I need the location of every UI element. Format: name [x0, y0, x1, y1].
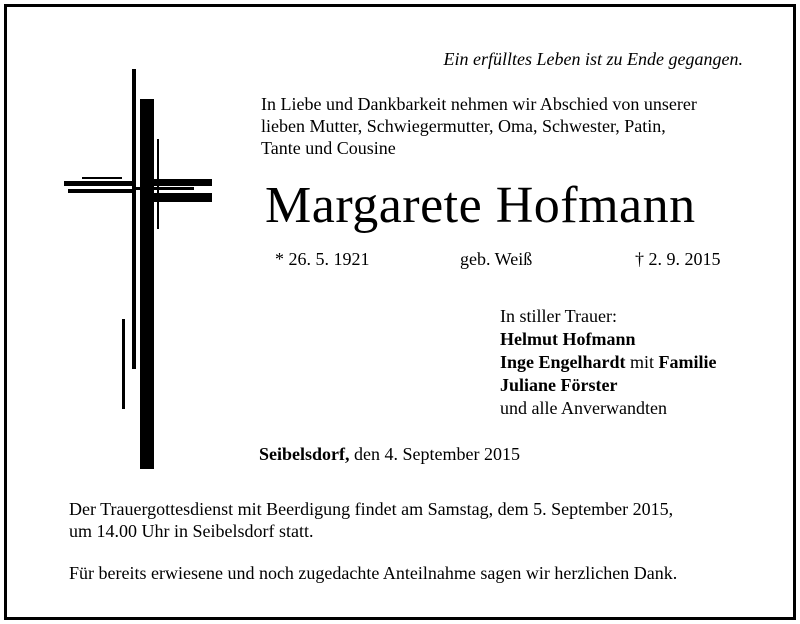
mourners-others: und alle Anverwandten [500, 398, 667, 418]
mourners-list [500, 305, 800, 420]
place: Seibelsdorf, [259, 444, 350, 464]
cross-icon [62, 69, 222, 474]
mourner-connector: mit [630, 352, 655, 372]
maiden-name: geb. Weiß [460, 249, 533, 269]
intro-line: Tante und Cousine [261, 138, 396, 158]
deceased-name: Margarete Hofmann [265, 177, 696, 234]
mourner-name: Inge Engelhardt [500, 352, 626, 372]
intro-line: In Liebe und Dankbarkeit nehmen wir Abschied von unserer [261, 94, 697, 114]
service-line: Der Trauergottesdienst mit Beerdigung findet am Samstag, dem 5. September 2015, [69, 499, 674, 519]
mourner-name: Juliane Förster [500, 375, 618, 395]
mourner-line [500, 351, 800, 374]
death-date: † 2. 9. 2015 [635, 249, 721, 269]
mourners-heading: In stiller Trauer: [500, 306, 617, 326]
intro-text [261, 93, 761, 159]
mourner-family: Familie [658, 352, 717, 372]
mourner-name: Helmut Hofmann [500, 329, 636, 349]
motto: Ein erfülltes Leben ist zu Ende gegangen. [443, 49, 743, 69]
place-date [259, 444, 520, 465]
thanks-text: Für bereits erwiesene und noch zugedachte Anteilnahme sagen wir herzlichen Dank. [69, 563, 678, 583]
birth-date: * 26. 5. 1921 [275, 249, 370, 269]
service-line: um 14.00 Uhr in Seibelsdorf statt. [69, 521, 314, 541]
service-info [69, 498, 769, 542]
intro-line: lieben Mutter, Schwiegermutter, Oma, Schwester, Patin, [261, 116, 666, 136]
date: den 4. September 2015 [354, 444, 520, 464]
obituary-frame [4, 4, 796, 620]
